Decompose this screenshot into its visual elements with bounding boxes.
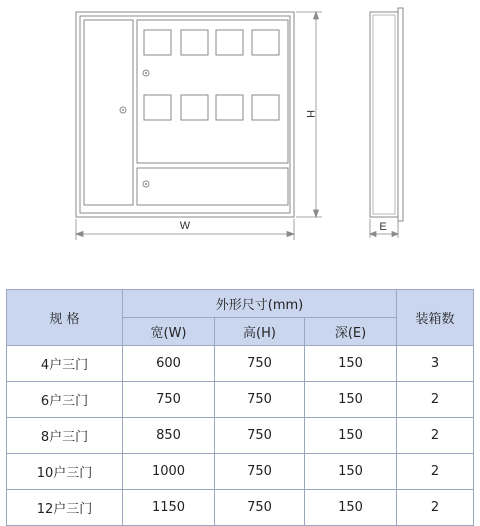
side-body bbox=[370, 12, 398, 217]
table-row bbox=[7, 346, 474, 382]
width-label: W bbox=[179, 220, 191, 232]
side-front-panel bbox=[398, 8, 403, 221]
side-view bbox=[370, 8, 403, 221]
cell-depth: 150 bbox=[305, 346, 397, 382]
table-row bbox=[7, 490, 474, 526]
cell-model: 12户三门 bbox=[7, 490, 123, 526]
cell-model: 4户三门 bbox=[7, 346, 123, 382]
cell-box-count: 3 bbox=[397, 346, 474, 382]
header-model: 规 格 bbox=[7, 290, 123, 346]
lower-door bbox=[137, 168, 288, 205]
cell-height: 750 bbox=[215, 382, 305, 418]
spec-table bbox=[6, 289, 474, 526]
cell-model: 10户三门 bbox=[7, 454, 123, 490]
meter-window bbox=[216, 95, 243, 120]
depth-label: E bbox=[379, 221, 387, 233]
cell-width: 1000 bbox=[123, 454, 215, 490]
cell-depth: 150 bbox=[305, 490, 397, 526]
cell-box-count: 2 bbox=[397, 382, 474, 418]
cell-box-count: 2 bbox=[397, 418, 474, 454]
cell-width: 750 bbox=[123, 382, 215, 418]
meter-window bbox=[252, 95, 279, 120]
header-box-count: 装箱数 bbox=[397, 290, 474, 346]
table-row bbox=[7, 382, 474, 418]
header-depth: 深(E) bbox=[305, 318, 397, 346]
meter-window bbox=[252, 30, 279, 55]
cell-box-count: 2 bbox=[397, 454, 474, 490]
cabinet-outer-frame bbox=[76, 12, 294, 217]
cell-model: 8户三门 bbox=[7, 418, 123, 454]
meter-window bbox=[144, 30, 171, 55]
table-row bbox=[7, 454, 474, 490]
header-dimensions: 外形尺寸(mm) bbox=[123, 290, 397, 318]
cell-model: 6户三门 bbox=[7, 382, 123, 418]
cell-height: 750 bbox=[215, 490, 305, 526]
cell-box-count: 2 bbox=[397, 490, 474, 526]
cell-depth: 150 bbox=[305, 418, 397, 454]
header-width: 宽(W) bbox=[123, 318, 215, 346]
meter-door bbox=[137, 20, 288, 163]
meter-window bbox=[216, 30, 243, 55]
height-label: H bbox=[304, 110, 316, 118]
cell-height: 750 bbox=[215, 418, 305, 454]
meter-window bbox=[181, 95, 208, 120]
cell-height: 750 bbox=[215, 346, 305, 382]
cell-width: 850 bbox=[123, 418, 215, 454]
table-row bbox=[7, 418, 474, 454]
cell-width: 600 bbox=[123, 346, 215, 382]
left-door bbox=[84, 20, 133, 205]
header-height: 高(H) bbox=[215, 318, 305, 346]
cell-height: 750 bbox=[215, 454, 305, 490]
meter-window bbox=[181, 30, 208, 55]
cell-width: 1150 bbox=[123, 490, 215, 526]
cell-depth: 150 bbox=[305, 382, 397, 418]
meter-window bbox=[144, 95, 171, 120]
front-view bbox=[76, 12, 294, 217]
cell-depth: 150 bbox=[305, 454, 397, 490]
cabinet-inner-frame bbox=[80, 16, 290, 213]
